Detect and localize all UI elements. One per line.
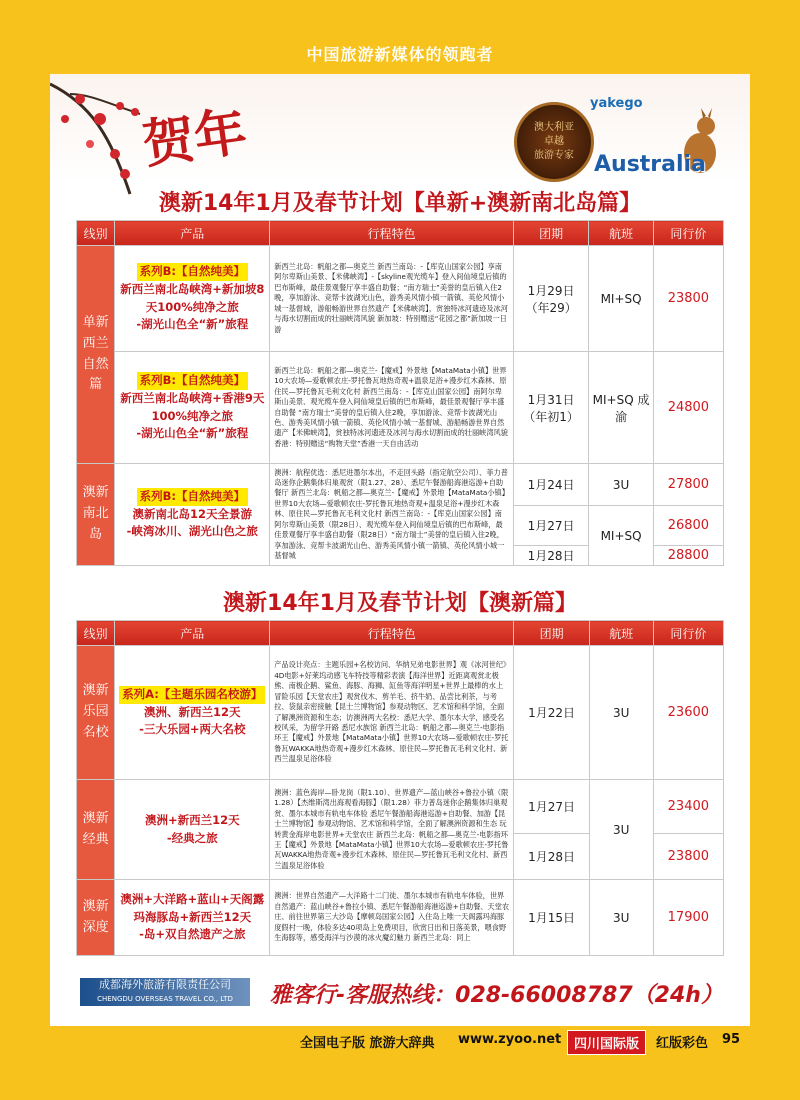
product-sub: -湖光山色全“新”旅程 (136, 426, 249, 441)
product-cell (115, 880, 270, 956)
top-banner: 中国旅游新媒体的领跑者 (306, 45, 494, 64)
flight: MI+SQ (589, 506, 653, 566)
product-sub: -湖光山色全“新”旅程 (136, 317, 249, 332)
col-features: 行程特色 (270, 621, 514, 646)
product-sub: -三大乐园+两大名校 (139, 722, 246, 737)
line-name: 澳新深度 (77, 880, 115, 956)
table-row (77, 352, 724, 464)
col-date: 团期 (514, 621, 590, 646)
australia-logo: Australia (594, 152, 706, 177)
col-product: 产品 (115, 621, 270, 646)
col-line: 线别 (77, 221, 115, 246)
date: 1月22日 (514, 646, 590, 780)
product-cell (115, 352, 270, 464)
product-name: 新西兰南北岛峡湾+香港9天100%纯净之旅 (120, 390, 265, 423)
features-text: 产品设计亮点：主题乐园+名校访问、华纳兄弟电影世界】观《冰河世纪》4D电影+好莱坞动感飞车特技等精彩表演【海洋世界】近距离观赏北极熊、南极企鹅、鲨鱼、海豚、海狮、缸鱼等海洋明星+世界上最棒的水上冒险乐园【天堂农庄】观赏伐木、剪羊毛、挤牛奶、品尝比利茶，与考拉、袋鼠亲密接触【昆士兰博物馆】参观动物区、艺术馆和科学馆，全面了解澳洲资源和生态；访澳洲两大名校：悉尼大学、墨尔本大学，感受名校风采，为留学开路 悉尼水族馆 新西兰北岛：帆船之都—奥克兰-电影指环王【魔戒】外景地【MataMata小镇】世界10大农场—爱歌顿农庄-罗托鲁瓦WAKKA地热奇观+漫步红木森林、原住民—罗托鲁瓦毛利文化村、新西兰温泉足浴体验 (270, 646, 514, 780)
price: 23600 (653, 646, 723, 780)
flight: MI+SQ (589, 246, 653, 352)
series-tag: 系列B:【自然纯美】 (137, 488, 248, 506)
table-row (77, 464, 724, 506)
website-link[interactable]: www.zyoo.net (458, 1032, 562, 1047)
col-date: 团期 (513, 221, 589, 246)
section-2-table (76, 620, 724, 956)
features-text: 澳洲：世界自然遗产—大洋路十二门徒、墨尔本城市有轨电车体验，世界自然遗产：蓝山峡谷+鲁拉小镇、悉尼午餐游船海港巡游+自助餐、天堂农庄、前往世界第三大沙岛【摩顿岛国家公园】入住岛上唯一天阁露玛海豚度假村一晚，体验多达40项岛上免费项目，欣赏日出和日落美景，喂食野生海豚等，感受海洋与沙漠的冰火魔幻魅力 新西兰北岛：同上 (270, 880, 514, 956)
col-flight: 航班 (589, 621, 653, 646)
col-flight: 航班 (589, 221, 653, 246)
badge-line-2: 卓越 (544, 136, 564, 147)
edition-label: 全国电子版 旅游大辞典 (300, 1036, 435, 1051)
line-name: 澳新南北岛 (77, 464, 115, 566)
table-header-row (77, 621, 724, 646)
table-row (77, 646, 724, 780)
expert-badge (514, 102, 594, 182)
flight: 3U (589, 780, 653, 880)
badge-line-3: 旅游专家 (534, 150, 574, 161)
date: 1月31日 (527, 392, 575, 407)
features-text: 新西兰北岛：帆船之都—奥克兰-【魔戒】外景地【MataMata小镇】世界10大农场—爱歌顿农庄-罗托鲁瓦地热奇观+温泉足浴+漫步红木森林、原住民—罗托鲁瓦毛利文化村 新西兰南岛：-【库克山国家公园】南阿尔卑斯山美景、观光缆车登入间仙境皇后镇的巴布斯峰，最佳景观餐厅享丰盛自助餐 “南方瑞士”美誉的皇后镇入住2晚，享加游泳、竞帮卡波湖光山色、游秀美风情小镇一箭镇、英伦风情小城一基督城、游船畅游世界自然遗产【米佛峡湾】，赏独特冰河遗迹及冰河与海水切割而成的壮丽峡湾风貌 香港：特别赠送“购物天堂”香港一天自由活动 (270, 352, 513, 464)
line-name: 单新西兰自然篇 (77, 246, 115, 464)
flight: 3U (589, 646, 653, 780)
line-name: 澳新经典 (77, 780, 115, 880)
flight: 3U (589, 880, 653, 956)
product-sub: -岛+双自然遗产之旅 (139, 927, 246, 942)
price: 23400 (653, 780, 723, 834)
company-logo (80, 978, 250, 1006)
date-note: （年初1） (523, 409, 579, 424)
features-text: 新西兰北岛：帆船之都—奥克兰 新西兰南岛：-【库克山国家公园】享南阿尔卑斯山美景、【米佛峡湾】-【skyline观光缆车】登入间仙境皇后镇的巴布斯峰，最佳景观餐厅享丰盛自助餐；“南方瑞士”美誉的皇后镇入住2晚，享加游泳、竞帮卡波湖光山色，游秀美风情小镇一箭镇、英伦风情小城一基督城，游船畅游世界自然遗产【米佛峡湾】，赏独特冰河遗迹及冰河与海水切割而成的壮丽峡湾风貌 新加坡：特别赠送“花园之都”新加坡一日游 (270, 246, 513, 352)
col-line: 线别 (77, 621, 115, 646)
greeting-calligraphy: 贺年 (138, 101, 251, 176)
price: 23800 (653, 834, 723, 880)
col-price: 同行价 (653, 621, 723, 646)
features-text: 澳洲：航程优选：悉尼进墨尔本出，不走回头路（指定航空公司）、菲力普岛迷你企鹅集体归巢观赏（限1.27、28）、悉尼午餐游船海港巡游+自助餐厅 新西兰北岛：帆船之都—奥克兰-【魔戒】外景地【MataMata小镇】世界10大农场—爱歌顿农庄-罗托鲁瓦地热奇观+温泉足浴+漫步红木森林、原住民—罗托鲁瓦毛利文化村 新西兰南岛：-【库克山国家公园】南阿尔卑斯山美景（限28日）、观光缆车登入间仙境皇后镇的巴布斯峰，最佳景观餐厅享丰盛自助餐（限28日）“南方瑞士”美誉的皇后镇入住2晚，享加游泳、竞帮卡波湖光山色、游秀美风情小镇一箭镇、英伦风情小城一基督城 (270, 464, 513, 566)
page-content (50, 74, 750, 1026)
table-row (77, 880, 724, 956)
price: 28800 (653, 546, 723, 566)
date: 1月28日 (514, 834, 590, 880)
section-2-title: 澳新14年1月及春节计划【澳新篇】 (223, 591, 577, 616)
company-name-cn: 成都海外旅游有限责任公司 (99, 978, 231, 991)
badge-line-1: 澳大利亚 (534, 122, 574, 133)
col-product: 产品 (115, 221, 270, 246)
product-name: 澳洲、新西兰12天 (144, 704, 241, 719)
hotline: 雅客行-客服热线：028-66008787（24h） (270, 983, 723, 1008)
price: 24800 (653, 352, 723, 464)
bottom-line (0, 1030, 800, 1052)
product-cell (115, 780, 270, 880)
date-cell (513, 246, 589, 352)
date: 1月24日 (513, 464, 589, 506)
date: 1月27日 (513, 506, 589, 546)
color-edition: 红版彩色 (656, 1036, 709, 1051)
yakego-logo: yakego (590, 96, 643, 111)
edition-badge: 四川国际版 (567, 1030, 646, 1055)
date: 1月29日 (527, 283, 575, 298)
header (50, 74, 750, 184)
series-tag: 系列A:【主题乐园名校游】 (119, 686, 265, 704)
table-header-row (77, 221, 724, 246)
date-cell (513, 352, 589, 464)
product-cell (115, 464, 270, 566)
series-tag: 系列B:【自然纯美】 (137, 372, 248, 390)
footer (50, 974, 750, 1014)
table-row (77, 780, 724, 834)
product-name: 新西兰南北岛峡湾+新加坡8天100%纯净之旅 (120, 281, 265, 314)
section-1-table (76, 220, 724, 566)
date: 1月28日 (513, 546, 589, 566)
price: 23800 (653, 246, 723, 352)
price: 17900 (653, 880, 723, 956)
line-name: 澳新乐园名校 (77, 646, 115, 780)
series-tag: 系列B:【自然纯美】 (137, 263, 248, 281)
table-row (77, 246, 724, 352)
page-number: 95 (722, 1032, 741, 1047)
price: 27800 (653, 464, 723, 506)
date: 1月15日 (514, 880, 590, 956)
product-name: 澳新南北岛12天全景游 (132, 506, 253, 521)
flight: 3U (589, 464, 653, 506)
section-1-title: 澳新14年1月及春节计划【单新+澳新南北岛篇】 (158, 191, 642, 216)
date-note: （年29） (525, 300, 577, 315)
col-price: 同行价 (653, 221, 723, 246)
company-name-en: CHENGDU OVERSEAS TRAVEL CO., LTD (97, 995, 233, 1003)
price: 26800 (653, 506, 723, 546)
product-cell (115, 646, 270, 780)
product-cell (115, 246, 270, 352)
col-features: 行程特色 (270, 221, 513, 246)
features-text: 澳洲：蓝色海岸—卧龙岗（限1.10）、世界遗产—蓝山峡谷+鲁拉小镇（限1.28）【杰维斯湾出海观看海豚】（限1.28）菲力普岛迷你企鹅集体归巢观赏、墨尔本城市有轨电车体验 悉尼午餐游船海港巡游+自助餐、加游【昆士兰博物馆】参观动物馆、艺术馆和科学馆，全面了解澳洲资源和生态 玩转黄金海岸电影世界+天堂农庄 新西兰北岛：帆船之都—奥克兰-电影指环王【魔戒】外景地【MataMata小镇】世界10大农场—爱歌顿农庄-罗托鲁瓦WAKKA地热奇观+漫步红木森林、原住民—罗托鲁瓦毛利文化村、新西兰温泉足浴体验 (270, 780, 514, 880)
product-sub: -峡湾冰川、湖光山色之旅 (126, 524, 258, 539)
product-sub: -经典之旅 (166, 830, 218, 845)
date: 1月27日 (514, 780, 590, 834)
flight: MI+SQ 成渝 (589, 352, 653, 464)
product-name: 澳洲+新西兰12天 (144, 812, 240, 827)
product-name: 澳洲+大洋路+蓝山+天阁露玛海豚岛+新西兰12天 (120, 891, 265, 924)
